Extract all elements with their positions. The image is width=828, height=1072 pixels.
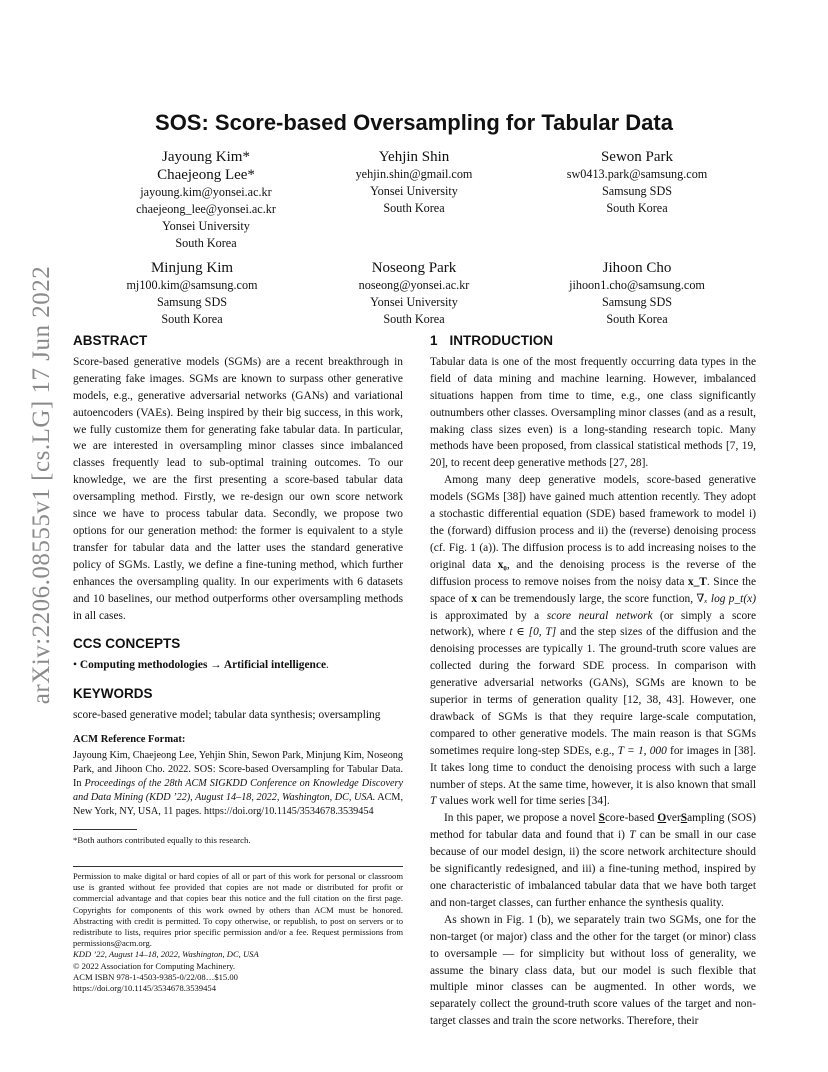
intro-paragraph-1: Tabular data is one of the most frequently occurring data types in the field of data mining and machine learning. However, imbalanced situations happen from time to time, e.g., one class significantly outnumbers other classes. Oversampling minor classes (and as a result, making class sizes even) is a long-standing research topic. Many methods have been proposed, from classical statistical methods [7, 19, 20], to recent deep generative methods [27, 28]. (430, 355, 756, 470)
author-block-4 (82, 259, 302, 328)
author-block-1 (96, 148, 316, 252)
author-country: South Korea (383, 312, 445, 326)
author-name: Sewon Park (600, 149, 674, 165)
footnote-rule (73, 829, 137, 830)
abstract-text: Score-based generative models (SGMs) are a recent breakthrough in generating fake images. SGMs are known to surpass other generative models, e.g., generative adversarial networks (GANs) and variational autoencoders (VAEs). Being inspired by their big success, in this work, we fully customize them for generating fake tabular data. In particular, we are interested in oversampling minor classes since imbalanced classes frequently lead to sub-optimal training outcomes. To our knowledge, we are the first presenting a score-based tabular data oversampling method. Firstly, we re-design our own score network since we have to process tabular data. Secondly, we propose two options for our generation method: the former is equivalent to a style transfer for tabular data and the latter uses the standard generative policy of SGMs. Lastly, we define a fine-tuning method, which further enhances the oversampling quality. In our experiments with 6 datasets and 10 baselines, our method outperforms other oversampling methods in all cases. (73, 355, 403, 622)
author-block-5 (304, 259, 524, 328)
author-email: jayoung.kim@yonsei.ac.kr (140, 185, 272, 199)
author-name: Jihoon Cho (602, 260, 672, 276)
author-email: jihoon1.cho@samsung.com (569, 278, 705, 292)
ccs-concepts: • Computing methodologies → Artificial intelligence. (73, 659, 329, 672)
ccs-concept: Computing methodologies → Artificial intelligence (79, 659, 327, 672)
acm-reference-heading: ACM Reference Format: (73, 734, 186, 746)
acm-reference: Jayoung Kim, Chaejeong Lee, Yehjin Shin, Sewon Park, Minjung Kim, Noseong Park, and Jihoon Cho. 2022. SOS: Score-based Oversampling for Tabular Data. In Proceedings of the 28th ACM SIGKDD Conference on Knowledge Discovery and Data Mining (KDD ’22), August 14–18, 2022, Washington, DC, USA. ACM, New York, NY, USA, 11 pages. https://doi.org/10.1145/3534678.3539454 (73, 749, 403, 817)
author-email: noseong@yonsei.ac.kr (358, 278, 470, 292)
author-email: chaejeong_lee@yonsei.ac.kr (136, 202, 276, 216)
keywords-heading: KEYWORDS (73, 686, 153, 702)
author-email: sw0413.park@samsung.com (566, 167, 708, 181)
author-email: mj100.kim@samsung.com (126, 278, 258, 292)
author-country: South Korea (383, 201, 445, 215)
permission-block (73, 871, 403, 994)
abstract-heading: ABSTRACT (73, 333, 148, 348)
left-column (73, 333, 403, 994)
author-affiliation: Samsung SDS (156, 295, 228, 309)
author-country: South Korea (175, 236, 237, 250)
author-name: Chaejeong Lee* (157, 167, 255, 183)
author-country: South Korea (161, 312, 223, 326)
isbn-line: ACM ISBN 978-1-4503-9385-0/22/08…$15.00 (73, 971, 238, 982)
footnote: *Both authors contributed equally to this research. (73, 834, 251, 845)
author-affiliation: Yonsei University (162, 219, 250, 233)
permission-text: Permission to make digital or hard copies of all or part of this work for personal or classroom use is granted without fee provided that copies are not made or distributed for profit or commercial advantage and that copies bear this notice and the full citation on the first page. Copyrights for components of this work owned by others than ACM must be honored. Abstracting with credit is permitted. To copy otherwise, or republish, to post on servers or to redistribute to lists, requires prior specific permission and/or a fee. Request permissions from permissions@acm.org. (73, 870, 403, 949)
author-block-6 (527, 259, 747, 328)
keywords-text: score-based generative model; tabular data synthesis; oversampling (73, 709, 381, 722)
conference-line: KDD ’22, August 14–18, 2022, Washington, DC, USA (73, 949, 259, 960)
author-name: Yehjin Shin (378, 149, 450, 165)
author-affiliation: Samsung SDS (601, 184, 673, 198)
intro-paragraph-4: As shown in Fig. 1 (b), we separately train two SGMs, one for the non-target (or major) class and the other for the target (or minor) class to oversample — for simplicity but without loss of generality, we assume the binary class data, but our model is such flexible that multiple minor classes can be augmented. In other words, we separately collect the ground-truth score values of the target and non-target classes and train the score networks. Therefore, their (430, 913, 756, 1028)
author-country: South Korea (606, 312, 668, 326)
ccs-heading: CCS CONCEPTS (73, 636, 181, 652)
permission-rule (73, 866, 403, 867)
copyright-line: © 2022 Association for Computing Machinery. (73, 960, 236, 971)
author-name: Jayoung Kim* (162, 149, 250, 165)
paper-title: SOS: Score-based Oversampling for Tabular Data (155, 110, 673, 135)
right-column (430, 333, 756, 1030)
author-name: Minjung Kim (150, 260, 234, 276)
intro-paragraph-2: Among many deep generative models, score-based generative models (SGMs [38]) have gained much attention recently. They adopt a stochastic differential equation (SDE) based framework to model i) the (forward) diffusion process and ii) the (reverse) denoising process (cf. Fig. 1 (a)). The diffusion process is to add increasing noises to the original data x₀, and the denoising process is the reverse of the diffusion process to remove noises from the noisy data x_T. Since the space of x can be tremendously large, the score function, ∇ₓ log p_t(x) is approximated by a score neural network (or simply a score network), where t ∈ [0, T] and the step sizes of the diffusion and the denoising processes are typically 1. The ground-truth score values are collected during the forward SDE process. In comparison with generative adversarial networks (GANs), SGMs are known to be superior in terms of generation quality [12, 38, 43]. However, one drawback of SGMs is that they require large-scale computation, compared to other generative models. The main reason is that SGMs sometimes require long-step SDEs, e.g., T = 1, 000 for images in [38]. It takes long time to conduct the denoising process with such a large number of steps. At the same time, however, it is also known that small T values work well for time series [34]. (430, 474, 757, 808)
author-affiliation: Yonsei University (370, 184, 458, 198)
author-affiliation: Samsung SDS (601, 295, 673, 309)
author-affiliation: Yonsei University (370, 295, 458, 309)
author-email: yehjin.shin@gmail.com (355, 167, 473, 181)
author-block-3 (527, 148, 747, 217)
intro-paragraph-3: In this paper, we propose a novel Score-based OverSampling (SOS) method for tabular data and found that i) T can be small in our case because of our model design, ii) the score network architecture should be significantly redesigned, and iii) a fine-tuning method, inspired by one characteristic of imbalanced tabular data that we have both target and non-target classes, can further enhance the synthesis quality. (430, 812, 756, 909)
intro-heading: 1 INTRODUCTION (430, 333, 554, 348)
arxiv-stamp: arXiv:2206.08555v1 [cs.LG] 17 Jun 2022 (28, 265, 55, 705)
author-block-2 (304, 148, 524, 217)
doi-line: https://doi.org/10.1145/3534678.3539454 (73, 982, 216, 993)
author-country: South Korea (606, 201, 668, 215)
author-name: Noseong Park (371, 260, 457, 276)
